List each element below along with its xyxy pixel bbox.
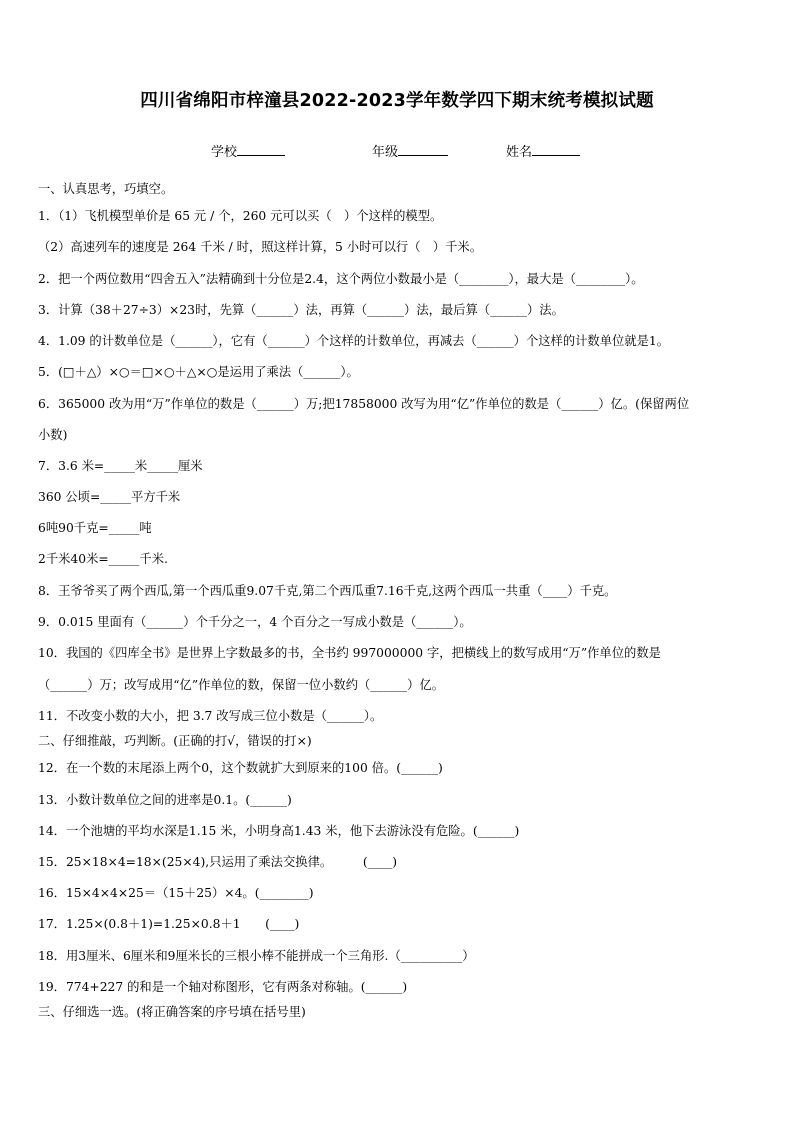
question-7-item-4: 2千米40米=_____千米. <box>38 552 168 566</box>
question-6: 6．365000 改为用“万”作单位的数是（______）万;把17858000 改写为用“亿”作单位的数是（______）亿。(保留两位 <box>38 397 690 411</box>
school-field <box>211 141 285 160</box>
question-9: 9．0.015 里面有（______）个千分之一，4 个百分之一写成小数是（______）。 <box>38 615 472 629</box>
school-label: 学校 <box>211 145 238 160</box>
question-2: 2．把一个两位数用“四舍五入”法精确到十分位是2.4，这个两位小数最小是（________），最大是（________）。 <box>38 272 644 286</box>
school-blank <box>237 143 285 156</box>
question-10-continued: （______）万；改写成用“亿”作单位的数，保留一位小数约（______）亿。 <box>38 678 445 692</box>
question-8: 8．王爷爷买了两个西瓜,第一个西瓜重9.07千克,第二个西瓜重7.16千克,这两个西瓜一共重（____）千克。 <box>38 584 617 598</box>
question-11: 11．不改变小数的大小，把 3.7 改写成三位小数是（______）。 <box>38 709 383 723</box>
question-5: 5．(□＋△）×○＝□×○＋△×○是运用了乘法（______）。 <box>38 365 359 379</box>
section-3-heading: 三、仔细选一选。(将正确答案的序号填在括号里) <box>38 1005 306 1019</box>
question-7-item-2: 360 公顷=_____平方千米 <box>38 490 181 504</box>
question-7: 7．3.6 米=_____米_____厘米 <box>38 459 203 473</box>
question-16: 16．15×4×4×25＝（15＋25）×4。(________) <box>38 886 314 900</box>
question-1-part-2: （2）高速列车的速度是 264 千米 / 时，照这样计算，5 小时可以行（ ）千米。 <box>38 240 483 254</box>
grade-blank <box>398 143 448 156</box>
question-14: 14．一个池塘的平均水深是1.15 米，小明身高1.43 米，他下去游泳没有危险。(______) <box>38 824 520 838</box>
section-1-heading: 一、认真思考，巧填空。 <box>38 182 174 196</box>
page-title: 四川省绵阳市梓潼县2022-2023学年数学四下期末统考模拟试题 <box>140 91 654 111</box>
name-blank <box>532 143 580 156</box>
grade-field <box>372 141 448 160</box>
question-12: 12．在一个数的末尾添上两个0，这个数就扩大到原来的100 倍。(______) <box>38 761 443 775</box>
grade-label: 年级 <box>372 145 399 160</box>
question-4: 4．1.09 的计数单位是（______），它有（______）个这样的计数单位，再减去（______）个这样的计数单位就是1。 <box>38 334 670 348</box>
question-3: 3．计算（38＋27÷3）×23时，先算（______）法，再算（______）法，最后算（______）法。 <box>38 303 564 317</box>
question-13: 13．小数计数单位之间的进率是0.1。(______) <box>38 793 292 807</box>
question-15: 15．25×18×4=18×(25×4),只运用了乘法交换律。 (____) <box>38 855 398 869</box>
question-19: 19．774+227 的和是一个轴对称图形，它有两条对称轴。(______) <box>38 980 408 994</box>
question-1-part-1: 1．（1）飞机模型单价是 65 元 / 个，260 元可以买（ ）个这样的模型。 <box>38 209 443 223</box>
name-label: 姓名 <box>506 145 533 160</box>
question-18: 18．用3厘米、6厘米和9厘米长的三根小棒不能拼成一个三角形.（__________） <box>38 949 475 963</box>
section-2-heading: 二、仔细推敲，巧判断。(正确的打√，错误的打×) <box>38 734 312 748</box>
question-6-continued: 小数) <box>38 428 68 442</box>
name-field <box>506 141 580 160</box>
question-17: 17．1.25×(0.8＋1)=1.25×0.8＋1 (____) <box>38 917 300 931</box>
question-7-item-3: 6吨90千克=_____吨 <box>38 521 152 535</box>
question-10: 10．我国的《四库全书》是世界上字数最多的书，全书约 997000000 字，把横线上的数写成用“万”作单位的数是 <box>38 646 661 660</box>
